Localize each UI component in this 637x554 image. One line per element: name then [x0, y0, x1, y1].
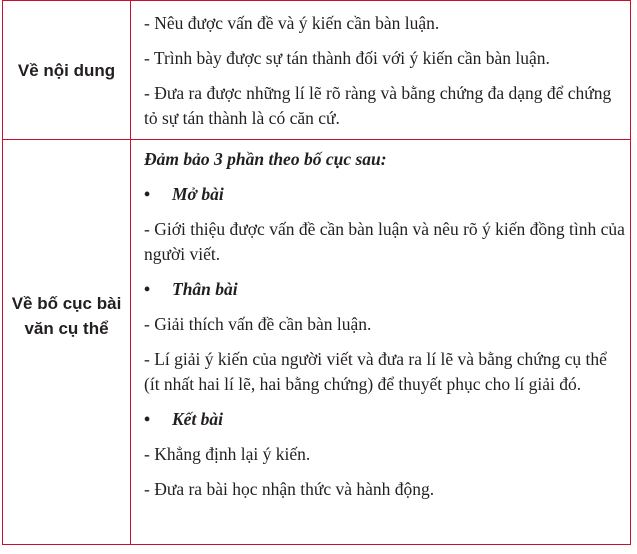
content-item: - Nêu được vấn đề và ý kiến cần bàn luận. [144, 13, 440, 33]
section-title-text: Kết bài [172, 409, 224, 429]
section-item: - Giải thích vấn đề cần bàn luận. [144, 314, 372, 334]
section-item: - Khẳng định lại ý kiến. [144, 444, 311, 464]
structure-heading: Đảm bảo 3 phần theo bố cục sau: [144, 149, 387, 169]
content-item: - Đưa ra được những lí lẽ rõ ràng và bằng chứng đa dạng để chứng tỏ sự tán thành là có căn cứ. [144, 83, 612, 128]
structure-cell [144, 147, 626, 502]
row-label-content: Về nội dung [17, 61, 116, 80]
section-title [144, 277, 626, 302]
bullet-icon: • [144, 184, 151, 204]
bullet-icon: • [144, 409, 151, 429]
row-label-structure: Về bố cục bài văn cụ thể [11, 294, 122, 338]
section-item: - Lí giải ý kiến của người viết và đưa ra lí lẽ và bằng chứng cụ thể (ít nhất hai lí lẽ, hai bằng chứng) để thuyết phục cho lí giải đó. [144, 349, 607, 394]
column-divider [130, 1, 131, 544]
bullet-icon: • [144, 279, 151, 299]
section-item: - Giới thiệu được vấn đề cần bàn luận và nêu rõ ý kiến đồng tình của người viết. [144, 219, 625, 264]
section-title [144, 407, 626, 432]
criteria-table [2, 0, 631, 545]
content-cell [144, 11, 626, 131]
row-divider [3, 139, 630, 140]
content-item: - Trình bày được sự tán thành đối với ý kiến cần bàn luận. [144, 48, 550, 68]
section-title [144, 182, 626, 207]
section-title-text: Thân bài [172, 279, 238, 299]
section-item: - Đưa ra bài học nhận thức và hành động. [144, 479, 435, 499]
section-title-text: Mở bài [172, 184, 224, 204]
